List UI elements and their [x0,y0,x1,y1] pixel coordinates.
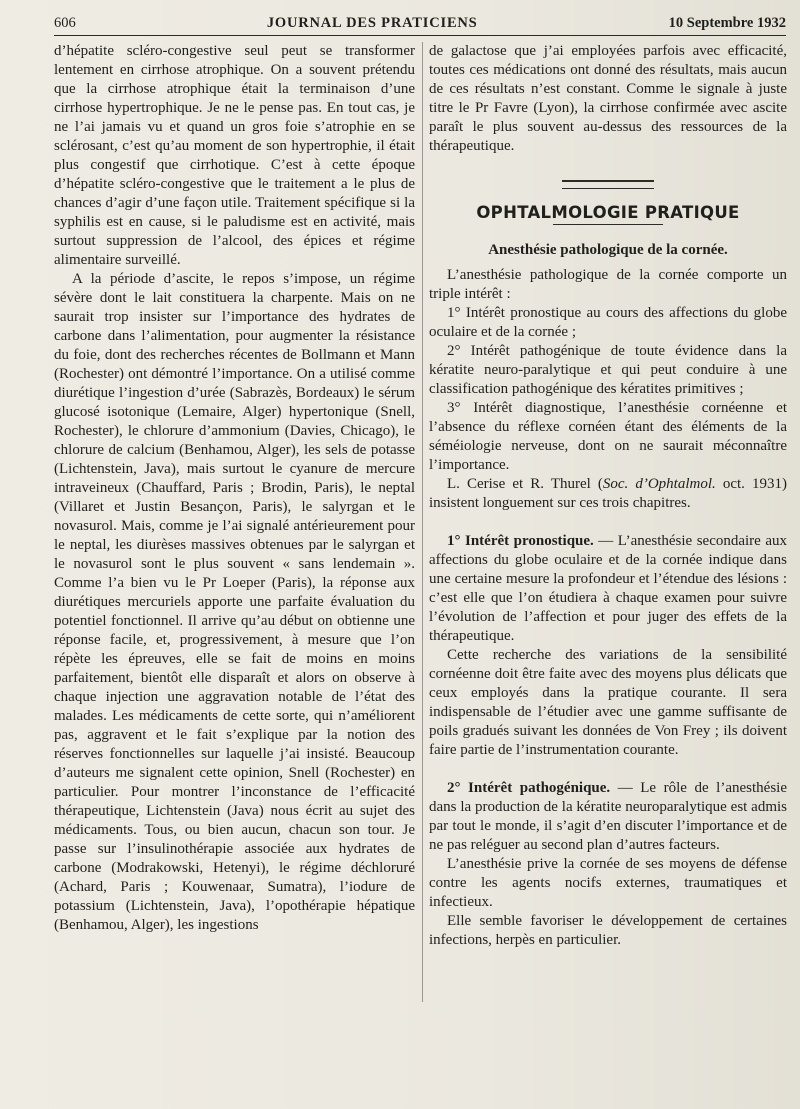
journal-title: JOURNAL DES PRATICIENS [266,15,478,31]
subsection-heading: 2° Intérêt pathogénique. [447,780,611,796]
page-header [54,14,786,36]
section-title: OPHTALMOLOGIE PRATIQUE [476,203,740,222]
subsection-text: — Le rôle de l’anesthésie dans la production de la kératite neuroparalytique est admis par tout le monde, il s’agit d’en discuter l’importance et de ne pas reléguer au second plan d’autres facteurs. [429,780,787,853]
article-subtitle: Anesthésie pathologique de la cornée. [488,242,728,258]
list-item: 1° Intérêt pronostique au cours des affections du globe oculaire et de la cornée ; [429,305,787,340]
subsection-heading: 1° Intérêt pronostique. [447,533,594,549]
section-rule [553,224,663,225]
ornament-divider [562,180,654,189]
list-item: 2° Intérêt pathogénique de toute évidence dans la kératite neuro-paralytique et qui peut conduire à une classification pathogénique des kératites primitives ; [429,343,787,397]
paragraph: d’hépatite scléro-congestive seul peut se transformer lentement en cirrhose atrophique. On a souvent prétendu que la cirrhose atrophique était la terminaison d’une cirrhose hypertrophique. Je ne le pense pas. En tout cas, je ne l’ai jamais vu et quand un gros foie s’atrophie en se sclérosant, c’est qu’au moment de son hypertrophie, il était plus congestif que cirrhotique. C’est à cette époque d’hépatite scléro-congestive que le traitement a le plus de chances d’agir d’une façon utile. Traitement spécifique si la syphilis est en cause, si le paludisme est en activité, mais surtout suppression de l’alcool, des épices et régime alimentaire surveillé. [54,43,415,268]
subsection-text: — L’anesthésie secondaire aux affections du globe oculaire et de la cornée indique dans une certaine mesure la profondeur et l’étendue des lésions : c’est elle que l’on étudiera à chaque examen pour suivre l’évolution de l’affection et pour juger des effets de la thérapeutique. [429,533,787,644]
paragraph: A la période d’ascite, le repos s’impose, un régime sévère dont le lait constituera la charpente. Mais on ne saurait trop insister sur l’importance des hydrates de carbone dans l’alimentation, pour augmenter la résistance du foie, dont des recherches récentes de Bollmann et Mann (Rochester) ont démontré l’importance. On a utilisé comme diurétique l’ingestion d’urée (Sabrazès, Bordeaux) le sérum glucosé isotonique (Lemaire, Alger) hypertonique (Snell, Rochester), le chlorure d’ammonium (Davies, Chicago), le chlorure de calcium (Benhamou, Alger), les sels de potasse (Lichtenstein, Java), mais surtout le cyanure de mercure intraveineux (Chauffard, Paris ; Brodin, Paris), le neptal (Villaret et Justin Besançon, Paris), le salyrgan et le novasurol. Mais, comme je l’ai signalé antérieurement pour le neptal, les diurèses massives obtenues par le salyrgan et le novasurol sont le plus souvent « sans lendemain ». Comme l’a bien vu le Pr Loeper (Paris), la réponse aux diurétiques mercuriels apporte une parfaite évaluation du potentiel fonctionnel. Il arrive qu’au début on obtienne une réponse facile, et, progressivement, à mesure que l’on répète les épreuves, elle se fait de moins en moins parfaitement, bientôt elle disparaît et alors on observe à chaque injection une aggravation notable de l’état des malades. Les médicaments de cette sorte, qui n’améliorent pas, aggravent et le fait s’explique par la notion des réserves fonctionnelles sur laquelle j’ai insisté. Beaucoup d’auteurs me signalent cette opinion, Snell (Rochester) en particulier. Pour montrer l’inconstance de l’efficacité thérapeutique, Lichtenstein (Java) nous écrit au sujet des médicaments. Tous, ou bien aucun, chacun son tour. Je passe sur l’insulinothérapie associée aux hydrates de carbone (Modrakowski, Hetenyi), le régime déchloruré (Achard, Paris ; Kouwenaar, Sumatra), l’iodure de potassium (Lichtenstein, Java), l’opothérapie hépatique (Benhamou, Alger), les ingestions [54,271,415,933]
paragraph: L’anesthésie prive la cornée de ses moyens de défense contre les agents nocifs externes, traumatiques et infectieux. [429,856,787,910]
right-column [429,42,787,950]
column-divider [422,42,423,1002]
list-item: 3° Intérêt diagnostique, l’anesthésie cornéenne et l’absence du réflexe cornéen étant des éléments de la séméiologie nerveuse, dont on ne saurait méconnaître l’importance. [429,400,787,473]
paragraph: Cette recherche des variations de la sensibilité cornéenne doit être faite avec des moyens plus délicats que ceux employés dans la pratique courante. Il sera indispensable de l’étudier avec une gamme suffisante de poils gradués suivant les données de Von Frey ; ils doivent faire partie de l’instrumentation courante. [429,647,787,758]
left-column [54,42,415,935]
paragraph [429,779,787,855]
paragraph: de galactose que j’ai employées parfois avec efficacité, toutes ces médications ont donné des résultats, mais aucun de ces résultats n’est constant. Comme le signale à juste titre le Pr Favre (Lyon), la cirrhose confirmée avec ascite paraît le plus souvent au-dessus des ressources de la thérapeutique. [429,43,787,154]
ref-text: oct. 1931) insistent longuement sur ces trois chapitres. [429,476,787,511]
paragraph [429,532,787,646]
paragraph: Elle semble favoriser le développement de certaines infections, herpès en particulier. [429,913,787,948]
page-number: 606 [54,15,76,31]
paragraph: L’anesthésie pathologique de la cornée comporte un triple intérêt : [429,267,787,302]
ref-authors: L. Cerise et R. Thurel ( [447,476,603,492]
references-paragraph [429,475,787,513]
ref-journal: Soc. d’Ophtalmol. [602,476,716,492]
issue-date: 10 Septembre 1932 [668,15,786,31]
